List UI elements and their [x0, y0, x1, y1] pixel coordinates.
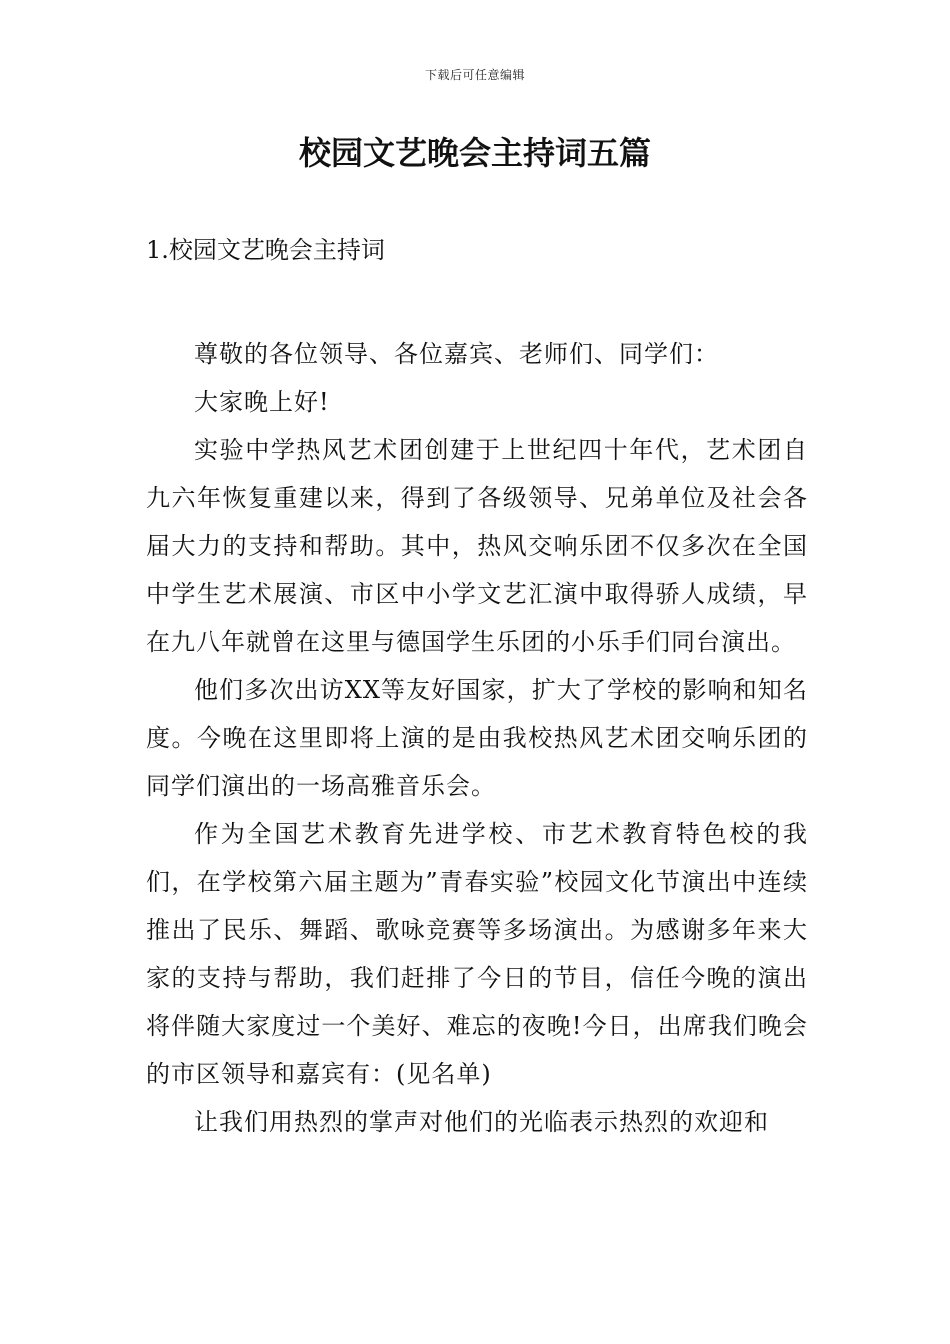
- paragraph-welcome: 让我们用热烈的掌声对他们的光临表示热烈的欢迎和: [194, 1108, 769, 1136]
- paragraph-history: 实验中学热风艺术团创建于上世纪四十年代，艺术团自九六年恢复重建以来，得到了各级领导、兄弟单位及社会各届大力的支持和帮助。其中，热风交响乐团不仅多次在全国中学生艺术展演、市区中小学文艺汇演中取得骄人成绩，早在九八年就曾在这里与德国学生乐团的小乐手们同台演出。: [146, 436, 808, 656]
- paragraph-salutation: 大家晚上好!: [194, 388, 330, 416]
- header-note: 下载后可任意编辑: [424, 68, 525, 82]
- paragraph-greeting: 尊敬的各位领导、各位嘉宾、老师们、同学们：: [194, 340, 719, 368]
- section-heading: 1.校园文艺晚会主持词: [146, 236, 385, 264]
- paragraph-visits: 他们多次出访XX等友好国家，扩大了学校的影响和知名度。今晚在这里即将上演的是由我校热风艺术团交响乐团的同学们演出的一场高雅音乐会。: [146, 676, 808, 800]
- paragraph-festival: 作为全国艺术教育先进学校、市艺术教育特色校的我们，在学校第六届主题为”青春实验”校园文化节演出中连续推出了民乐、舞蹈、歌咏竞赛等多场演出。为感谢多年来大家的支持与帮助，我们赶排了今日的节目，信任今晚的演出将伴随大家度过一个美好、难忘的夜晚!今日，出席我们晚会的市区领导和嘉宾有：(见名单): [146, 820, 808, 1088]
- document-title: 校园文艺晚会主持词五篇: [298, 134, 651, 172]
- document-body: [146, 330, 808, 1146]
